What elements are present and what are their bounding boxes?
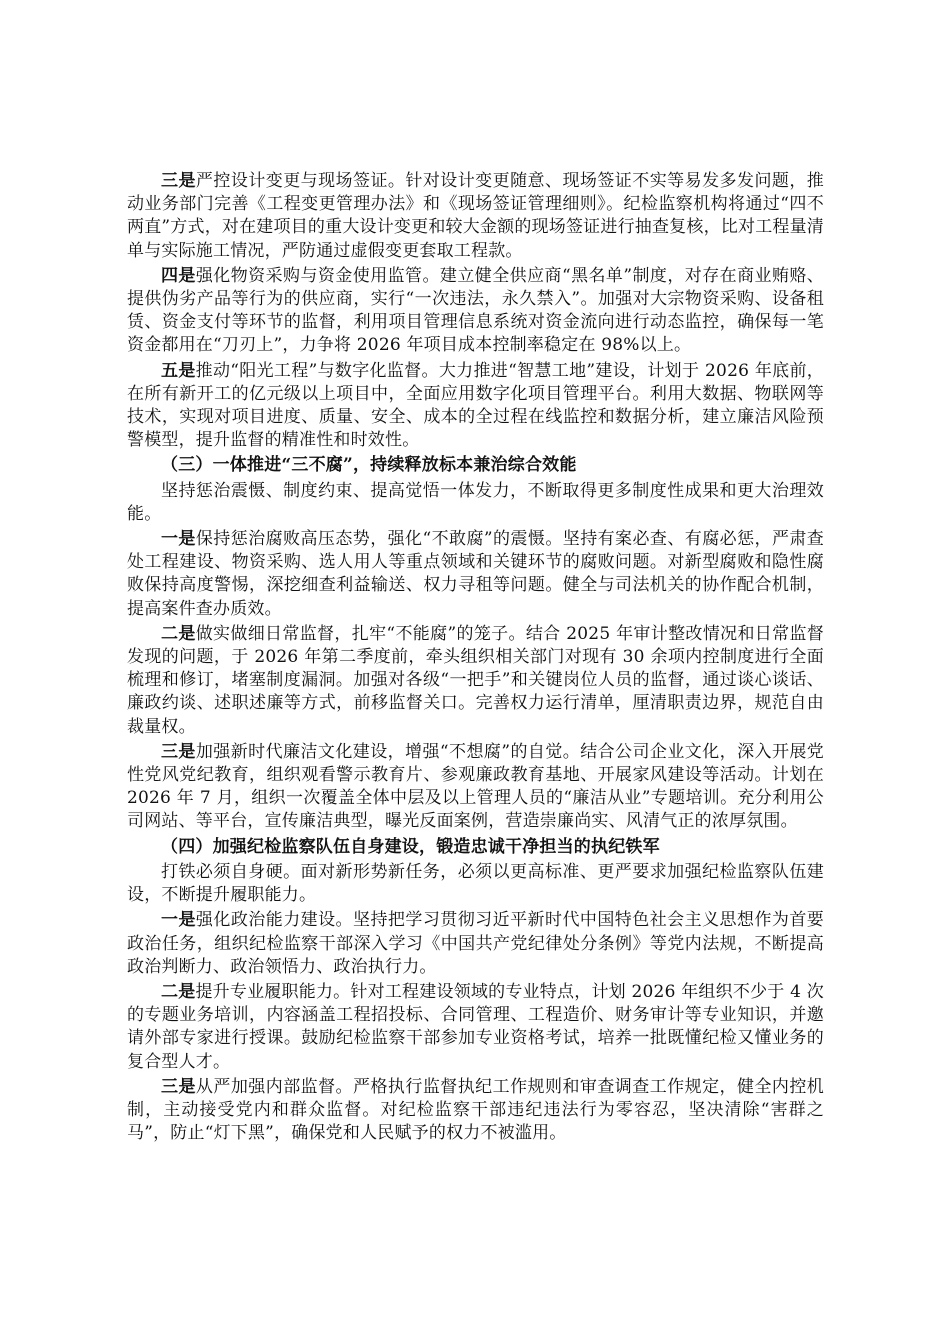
paragraph-lead: 三是 [161,171,196,191]
paragraph-lead: 一是 [161,529,196,550]
paragraph-do-not-want [127,741,824,834]
paragraph-text: 强化物资采购与资金使用监管。建立健全供应商“黑名单”制度，对存在商业贿赂、提供伪劣产品等行为的供应商，实行“一次违法，永久禁入”。加强对大宗物资采购、设备租赁、资金支付等环节的监督，利用项目管理信息系统对资金流向进行动态监控，确保每一笔资金都用在“刀刃上”，力争将 2026 年项目成本控制率稳定在 98%以上。 [127,265,825,356]
paragraph-dare-not [127,528,824,621]
paragraph-text: 强化政治能力建设。坚持把学习贯彻习近平新时代中国特色社会主义思想作为首要政治任务，组织纪检监察干部深入学习《中国共产党纪律处分条例》等党内法规，不断提高政治判断力、政治领悟力、政治执行力。 [127,910,825,977]
paragraph-text: 打铁必须自身硬。面对新形势新任务，必须以更高标准、更严要求加强纪检监察队伍建设，不断提升履职能力。 [127,861,824,906]
paragraph-text: 提升专业履职能力。针对工程建设领域的专业特点，计划 2026 年组织不少于 4 次的专题业务培训，内容涵盖工程招投标、合同管理、工程造价、财务审计等专业知识，并邀请外部专家进行授课。鼓励纪检监察干部参加专业资格考试，培养一批既懂纪检又懂业务的复合型人才。 [127,981,824,1072]
paragraph-lead: 二是 [161,981,196,1002]
section-heading-four: （四）加强纪检监察队伍自身建设，锻造忠诚干净担当的执纪铁军 [161,836,660,857]
paragraph-lead: 四是 [161,265,196,286]
section-heading-three: （三）一体推进“三不腐”，持续释放标本兼治综合效能 [161,455,577,476]
paragraph-lead: 五是 [161,360,196,381]
paragraph-internal-supervision [127,1076,824,1146]
paragraph-text: 严控设计变更与现场签证。针对设计变更随意、现场签证不实等易发多发问题，推动业务部门完善《工程变更管理办法》和《现场签证管理细则》。纪检监察机构将通过“四不两直”方式，对在建项目的重大设计变更和较大金额的现场签证进行抽查复核，比对工程量清单与实际施工情况，严防通过虚假变更套取工程款。 [127,171,825,261]
paragraph-procurement [127,265,824,358]
paragraph-text: 保持惩治腐败高压态势，强化“不敢腐”的震慑。坚持有案必查、有腐必惩，严肃查处工程建设、物资采购、选人用人等重点领域和关键环节的腐败问题。对新型腐败和隐性腐败保持高度警惕，深挖细查利益输送、权力寻租等问题。健全与司法机关的协作配合机制，提高案件查办质效。 [127,529,825,619]
paragraph-lead: 二是 [161,623,196,644]
paragraph-design-change [127,170,824,263]
paragraph-lead: 三是 [161,1076,196,1097]
paragraph-text: 加强新时代廉洁文化建设，增强“不想腐”的自觉。结合公司企业文化，深入开展党性党风党纪教育，组织观看警示教育片、参观廉政教育基地、开展家风建设等活动。计划在 2026 年 7 月，组织一次覆盖全体中层及以上管理人员的“廉洁从业”专题培训。充分利用公司网站、等平台，宣传廉洁典型，曝光反面案例，营造崇廉尚实、风清气正的浓厚氛围。 [127,741,825,832]
paragraph-sunshine-project [127,360,824,453]
paragraph-text: 推动“阳光工程”与数字化监督。大力推进“智慧工地”建设，计划于 2026 年底前，在所有新开工的亿元级以上项目中，全面应用数字化项目管理平台。利用大数据、物联网等技术，实现对项目进度、质量、安全、成本的全过程在线监控和数据分析，建立廉洁风险预警模型，提升监督的精准性和时效性。 [127,360,824,451]
paragraph-political-ability [127,909,824,979]
paragraph-professional-ability [127,981,824,1074]
paragraph-intro-four [127,861,824,907]
paragraph-text: 从严加强内部监督。严格执行监督执纪工作规则和审查调查工作规定，健全内控机制，主动接受党内和群众监督。对纪检监察干部违纪违法行为零容忍，坚决清除“害群之马”，防止“灯下黑”，确保党和人民赋予的权力不被滥用。 [127,1076,825,1144]
document-page [127,170,824,1147]
paragraph-intro-three [127,480,824,526]
paragraph-cannot [127,623,824,739]
paragraph-text: 坚持惩治震慑、制度约束、提高觉悟一体发力，不断取得更多制度性成果和更大治理效能。 [127,480,824,524]
paragraph-lead: 一是 [161,910,196,931]
paragraph-text: 做实做细日常监督，扎牢“不能腐”的笼子。结合 2025 年审计整改情况和日常监督发现的问题，于 2026 年第二季度前，牵头组织相关部门对现有 30 余项内控制度进行全面梳理和修订，堵塞制度漏洞。加强对各级“一把手”和关键岗位人员的监督，通过谈心谈话、廉政约谈、述职述廉等方式，前移监督关口。完善权力运行清单，厘清职责边界，规范自由裁量权。 [127,623,825,737]
paragraph-lead: 三是 [161,741,196,762]
